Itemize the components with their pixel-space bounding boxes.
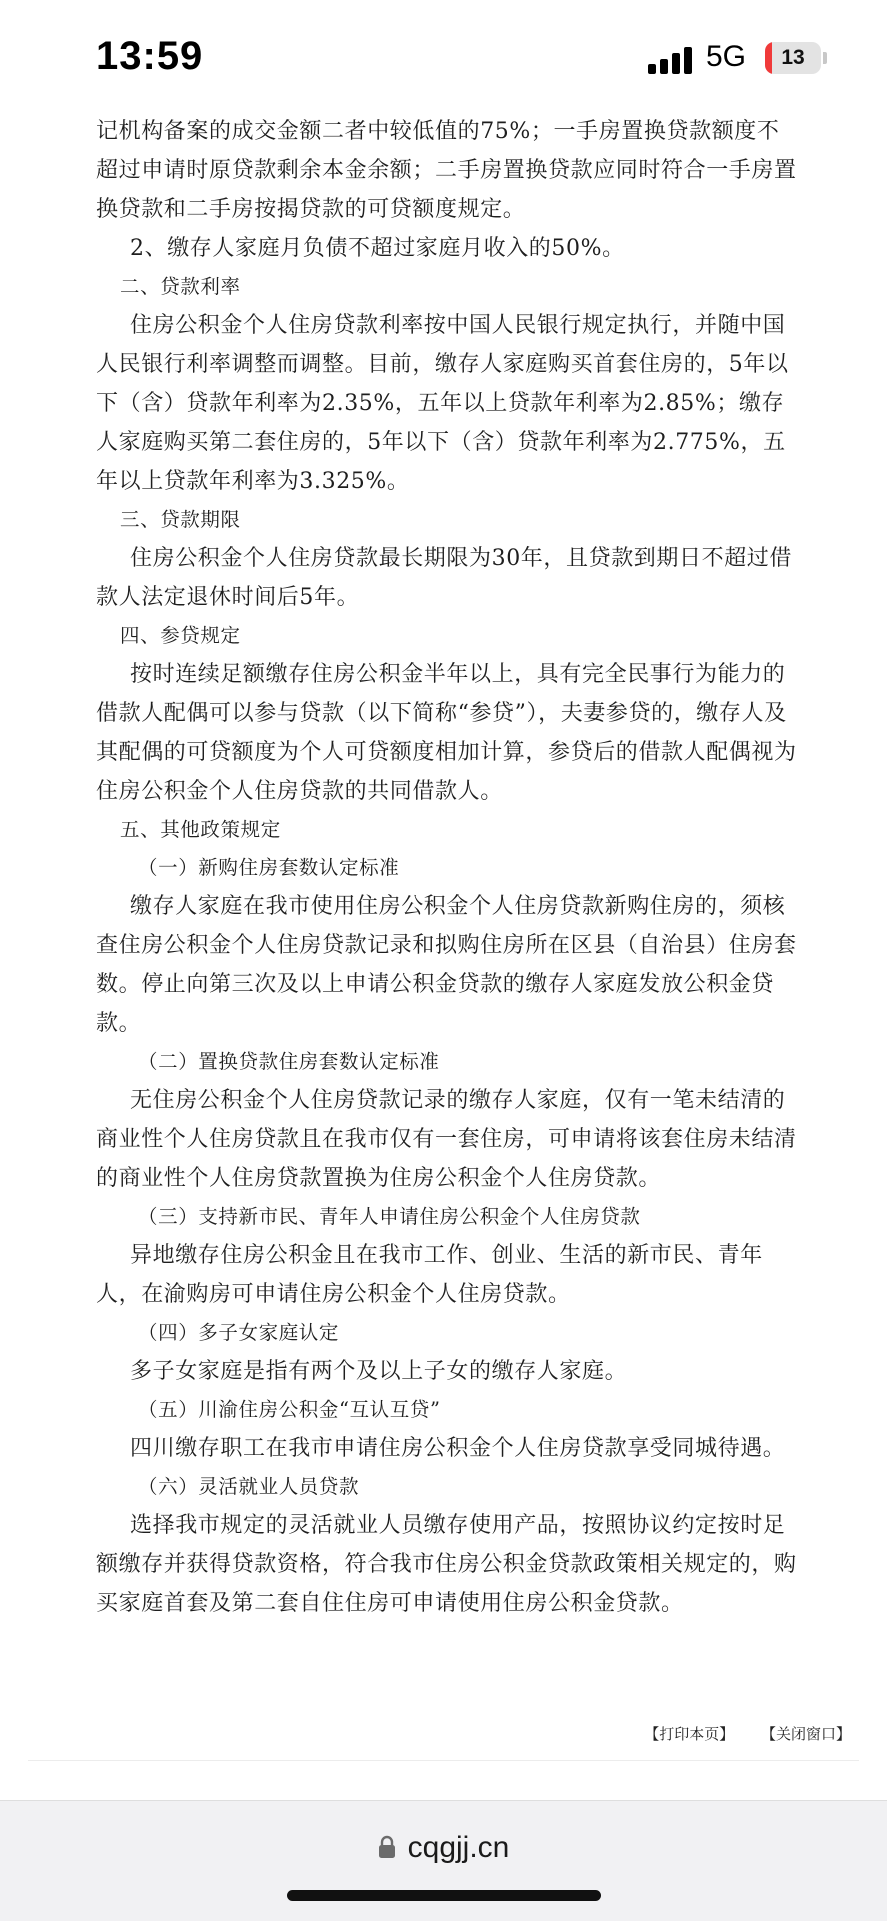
subsection-heading: （六）灵活就业人员贷款 — [138, 1475, 360, 1498]
cellular-signal-icon — [648, 46, 694, 74]
print-page-link[interactable]: 【打印本页】 — [644, 1725, 735, 1743]
status-bar — [0, 0, 887, 112]
section-heading: 二、贷款利率 — [120, 275, 241, 298]
paragraph: 缴存人家庭在我市使用住房公积金个人住房贷款新购住房的，须核查住房公积金个人住房贷款记录和拟购住房所在区县（自治县）住房套数。停止向第三次及以上申请公积金贷款的缴存人家庭发放公积金贷款。 — [96, 894, 797, 1036]
battery-percentage: 13 — [781, 46, 805, 69]
url-text: cqgjj.cn — [407, 1831, 510, 1864]
paragraph: 记机构备案的成交金额二者中较低值的75%；一手房置换贷款额度不超过申请时原贷款剩余本金余额；二手房置换贷款应同时符合一手房置换贷款和二手房按揭贷款的可贷额度规定。 — [96, 119, 797, 222]
paragraph: 多子女家庭是指有两个及以上子女的缴存人家庭。 — [130, 1359, 628, 1384]
section-heading: 五、其他政策规定 — [120, 818, 281, 841]
network-type: 5G — [706, 40, 747, 73]
paragraph: 四川缴存职工在我市申请住房公积金个人住房贷款享受同城待遇。 — [130, 1436, 786, 1461]
home-indicator[interactable] — [287, 1890, 601, 1901]
paragraph: 按时连续足额缴存住房公积金半年以上，具有完全民事行为能力的借款人配偶可以参与贷款（以下简称“参贷”），夫妻参贷的，缴存人及其配偶的可贷额度为个人可贷额度相加计算，参贷后的借款人配偶视为住房公积金个人住房贷款的共同借款人。 — [96, 662, 797, 804]
status-time: 13:59 — [96, 34, 204, 78]
divider — [28, 1760, 859, 1761]
paragraph: 无住房公积金个人住房贷款记录的缴存人家庭，仅有一笔未结清的商业性个人住房贷款且在我市仅有一套住房，可申请将该套住房未结清的商业性个人住房贷款置换为住房公积金个人住房贷款。 — [96, 1088, 797, 1191]
section-heading: 四、参贷规定 — [120, 624, 241, 647]
paragraph: 异地缴存住房公积金且在我市工作、创业、生活的新市民、青年人，在渝购房可申请住房公积金个人住房贷款。 — [96, 1243, 763, 1307]
paragraph: 2、缴存人家庭月负债不超过家庭月收入的50%。 — [130, 236, 625, 261]
battery-icon — [765, 42, 821, 74]
paragraph: 住房公积金个人住房贷款最长期限为30年，且贷款到期日不超过借款人法定退休时间后5年。 — [96, 546, 792, 610]
paragraph: 选择我市规定的灵活就业人员缴存使用产品，按照协议约定按时足额缴存并获得贷款资格，符合我市住房公积金贷款政策相关规定的，购买家庭首套及第二套自住住房可申请使用住房公积金贷款。 — [96, 1513, 797, 1616]
close-window-link[interactable]: 【关闭窗口】 — [760, 1725, 851, 1743]
subsection-heading: （四）多子女家庭认定 — [138, 1321, 340, 1344]
battery-tip — [823, 52, 827, 64]
subsection-heading: （一）新购住房套数认定标准 — [138, 856, 400, 879]
subsection-heading: （三）支持新市民、青年人申请住房公积金个人住房贷款 — [138, 1205, 641, 1228]
subsection-heading: （二）置换贷款住房套数认定标准 — [138, 1050, 440, 1073]
url-field[interactable] — [0, 1831, 887, 1867]
document-body — [96, 112, 798, 1623]
lock-icon — [378, 1833, 396, 1867]
page-actions — [622, 1723, 851, 1744]
section-heading: 三、贷款期限 — [120, 508, 241, 531]
subsection-heading: （五）川渝住房公积金“互认互贷” — [138, 1398, 441, 1421]
browser-address-bar — [0, 1800, 887, 1921]
paragraph: 住房公积金个人住房贷款利率按中国人民银行规定执行，并随中国人民银行利率调整而调整。目前，缴存人家庭购买首套住房的，5年以下（含）贷款年利率为2.35%，五年以上贷款年利率为2.85%；缴存人家庭购买第二套住房的，5年以下（含）贷款年利率为2.775%，五年以上贷款年利率为3.325%。 — [96, 313, 789, 494]
